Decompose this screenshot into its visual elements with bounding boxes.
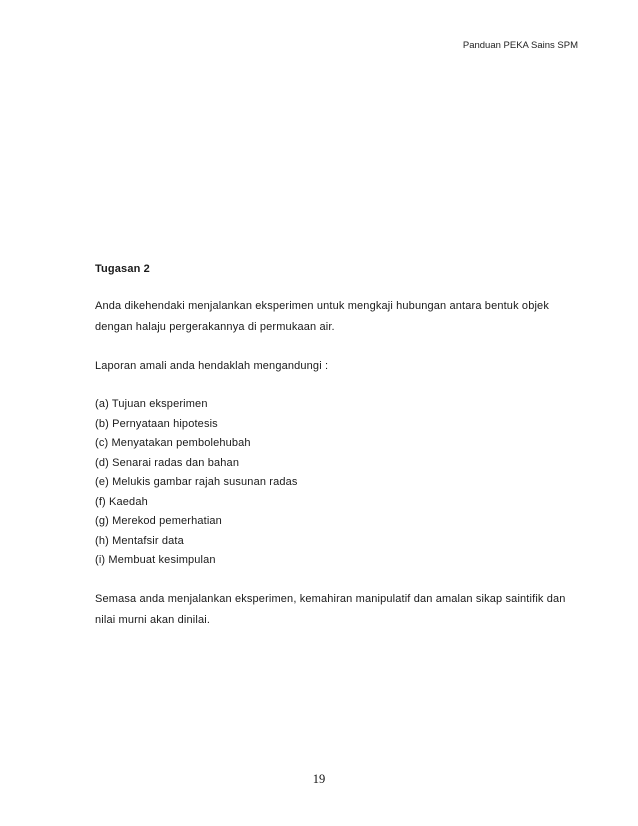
list-item: (f) Kaedah — [95, 495, 148, 508]
list-item: (h) Mentafsir data — [95, 534, 184, 547]
intro-line-2: dengan halaju pergerakannya di permukaan air. — [95, 321, 335, 333]
closing-line-1: Semasa anda menjalankan eksperimen, kemahiran manipulatif dan amalan sikap saintifik dan — [95, 592, 566, 605]
task-heading: Tugasan 2 — [95, 263, 150, 275]
running-header: Panduan PEKA Sains SPM — [462, 40, 578, 51]
spacer — [95, 338, 585, 356]
report-intro: Laporan amali anda hendaklah mengandungi : — [95, 360, 329, 372]
intro-line-1: Anda dikehendaki menjalankan eksperimen untuk mengkaji hubungan antara bentuk objek — [95, 300, 549, 312]
task-section — [95, 259, 585, 631]
list-item: (e) Melukis gambar rajah susunan radas — [95, 476, 298, 488]
list-item: (a) Tujuan eksperimen — [95, 398, 208, 410]
list-item: (i) Membuat kesimpulan — [95, 554, 216, 566]
spacer — [95, 377, 585, 395]
list-item: (c) Menyatakan pembolehubah — [95, 437, 251, 449]
report-contents-list — [95, 395, 585, 571]
spacer — [95, 571, 585, 589]
list-item: (g) Merekod pemerhatian — [95, 515, 222, 527]
spacer — [95, 280, 585, 296]
closing-line-2: nilai murni akan dinilai. — [95, 613, 211, 626]
list-item: (d) Senarai radas dan bahan — [95, 456, 240, 469]
page-number: 19 — [312, 772, 326, 786]
list-item: (b) Pernyataan hipotesis — [95, 417, 218, 430]
